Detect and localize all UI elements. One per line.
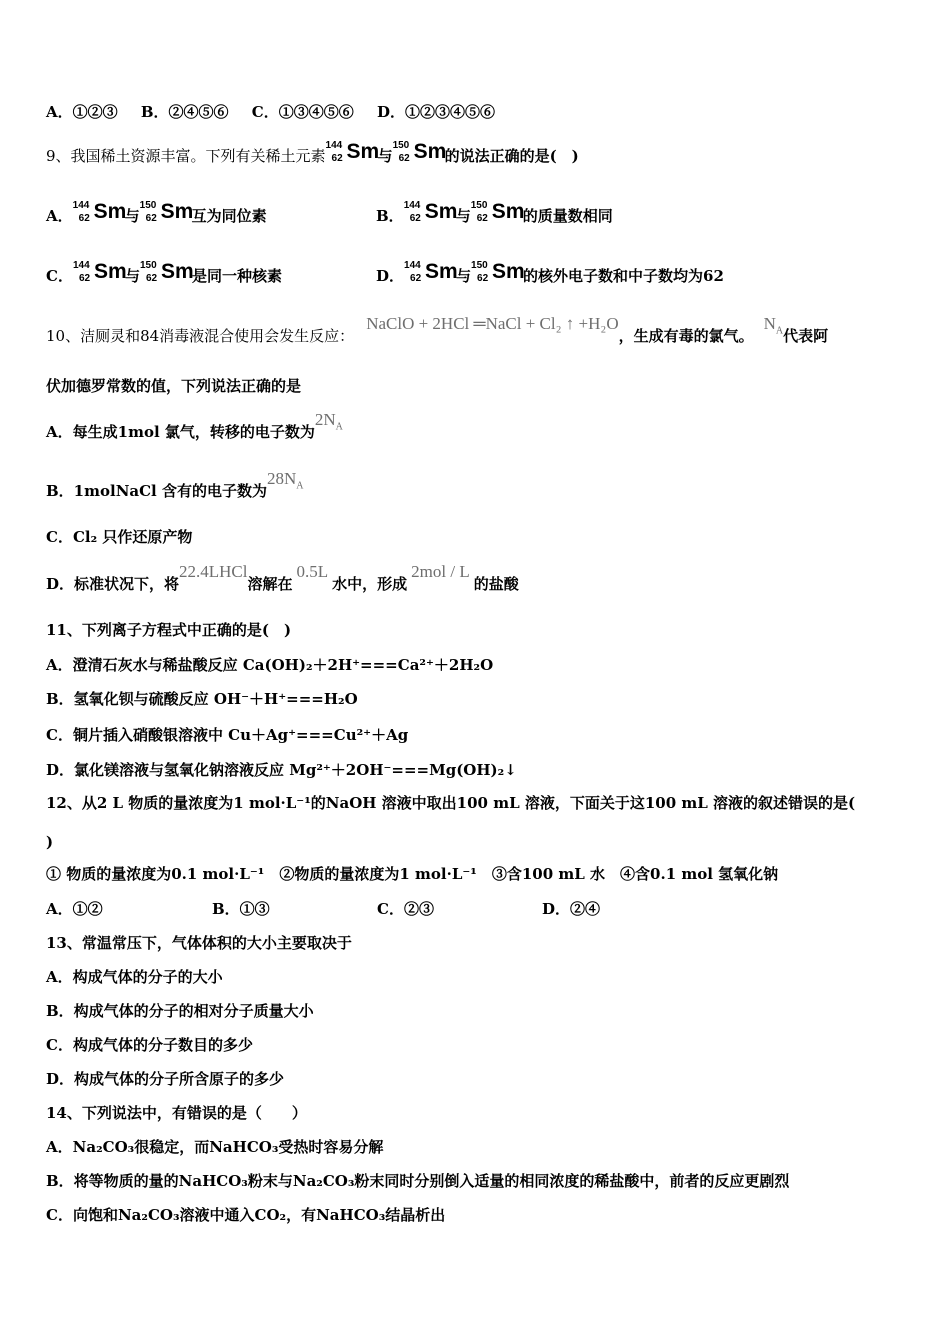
q9-and: 与 xyxy=(124,207,140,225)
q10-b-math xyxy=(266,469,304,492)
isotope-sm144: 144 62 Sm xyxy=(404,260,458,284)
q14-stem: 14、下列说法中，有错误的是（ ） xyxy=(46,1104,307,1122)
q9-and: 与 xyxy=(124,267,140,285)
isotope-sm150: 150 62 Sm xyxy=(139,200,194,224)
isotope-sm144: 144 62 Sm xyxy=(72,260,127,284)
isotope-sm150: 150 62 Sm xyxy=(470,200,525,224)
q9-option-a xyxy=(46,196,267,236)
q10-stem-line2: 伏加德罗常数的值，下列说法正确的是 xyxy=(46,377,302,395)
q10-d-water: 0.5L xyxy=(296,562,329,581)
isotope-sm150: 150 62 Sm xyxy=(471,260,525,284)
q9-c-text: 是同一种核素 xyxy=(191,267,282,285)
q10-a-text: A．每生成1mol 氯气，转移的电子数为 xyxy=(46,423,315,441)
q10-d-mid1: 溶解在 xyxy=(247,575,293,593)
q9-and: 与 xyxy=(455,207,471,225)
q12-option-d: D．②④ xyxy=(542,900,601,918)
q9-a-label: A． xyxy=(46,207,73,225)
q10-d-post: 的盐酸 xyxy=(473,575,519,593)
q14-option-c: C．向饱和Na₂CO₃溶液中通入CO₂，有NaHCO₃结晶析出 xyxy=(46,1206,446,1224)
q9-d-label: D． xyxy=(376,267,405,285)
q11-option-c: C．铜片插入硝酸银溶液中 Cu＋Ag⁺===Cu²⁺＋Ag xyxy=(46,726,409,744)
q10-d-conc: 2mol / L xyxy=(411,562,470,581)
avogadro-symbol xyxy=(763,314,784,337)
q9-and: 与 xyxy=(456,267,472,285)
q9-d-text: 的核外电子数和中子数均为62 xyxy=(523,267,724,285)
q8-option-c: C．①③④⑤⑥ xyxy=(251,103,354,121)
q12-option-c: C．②③ xyxy=(377,900,434,918)
q9-c-label: C． xyxy=(46,267,73,285)
q14-option-a: A．Na₂CO₃很稳定，而NaHCO₃受热时容易分解 xyxy=(46,1138,384,1156)
isotope-sm150: 150 62 Sm xyxy=(139,260,194,284)
q9-stem-text: 9、我国稀土资源丰富。下列有关稀土元素 xyxy=(46,147,326,165)
q11-option-b: B．氢氧化钡与硫酸反应 OH⁻＋H⁺===H₂O xyxy=(46,690,358,708)
isotope-sm144: 144 62 Sm xyxy=(72,200,127,224)
q10-stem-mid: ，生成有毒的氯气。 xyxy=(618,327,754,345)
isotope-sm144: 144 62 Sm xyxy=(325,140,380,164)
q10-d-volume: 22.4LHCl xyxy=(179,562,248,581)
q10-a-value: 2N xyxy=(314,410,336,429)
q10-equation: NaClO + 2HCl ═NaCl + Cl₂ ↑ +H₂O xyxy=(366,314,619,333)
q10-b-text: B．1molNaCl 含有的电子数为 xyxy=(46,482,267,500)
q9-option-d xyxy=(376,256,724,296)
q10-d-pre: D．标准状况下，将 xyxy=(46,575,180,593)
q9-stem-end: 的说法正确的是( ) xyxy=(444,147,579,165)
na-letter: N xyxy=(763,314,776,333)
q11-option-d: D．氯化镁溶液与氢氧化钠溶液反应 Mg²⁺＋2OH⁻===Mg(OH)₂↓ xyxy=(46,761,517,779)
q9-option-c xyxy=(46,256,282,296)
q13-option-b: B．构成气体的分子的相对分子质量大小 xyxy=(46,1002,314,1020)
q10-stem xyxy=(46,314,829,353)
q12-option-b: B．①③ xyxy=(212,900,270,918)
q8-option-d: D．①②③④⑤⑥ xyxy=(376,103,495,121)
q10-b-value: 28N xyxy=(266,469,297,488)
q11-option-a: A．澄清石灰水与稀盐酸反应 Ca(OH)₂＋2H⁺===Ca²⁺＋2H₂O xyxy=(46,656,494,674)
q13-option-d: D．构成气体的分子所含原子的多少 xyxy=(46,1070,285,1088)
q10-option-b xyxy=(46,469,304,508)
q8-option-a: A．①②③ xyxy=(46,103,118,121)
q8-options xyxy=(46,102,495,122)
q12-stem: 12、从2 L 物质的量浓度为1 mol·L⁻¹的NaOH 溶液中取出100 mL 溶液，下面关于这100 mL 溶液的叙述错误的是( xyxy=(46,794,856,812)
q9-and: 与 xyxy=(377,147,393,165)
q10-option-c: C．Cl₂ 只作还原产物 xyxy=(46,528,193,546)
q11-stem: 11、下列离子方程式中正确的是( ) xyxy=(46,621,292,639)
q10-option-a xyxy=(46,410,343,449)
na-sub: A xyxy=(335,421,343,433)
q13-stem: 13、常温常压下，气体体积的大小主要取决于 xyxy=(46,934,352,952)
q14-option-b: B．将等物质的量的NaHCO₃粉末与Na₂CO₃粉末同时分别倒入适量的相同浓度的稀盐酸中，前者的反应更剧烈 xyxy=(46,1172,790,1190)
q10-stem-text: 10、洁厕灵和84消毒液混合使用会发生反应： xyxy=(46,327,355,345)
q12-stem-line2: ) xyxy=(46,833,54,851)
q9-option-b xyxy=(376,196,613,236)
q10-a-math xyxy=(314,410,343,433)
q9-a-text: 互为同位素 xyxy=(191,207,267,225)
na-sub: A xyxy=(296,480,304,492)
isotope-sm150: 150 62 Sm xyxy=(392,140,447,164)
q13-option-a: A．构成气体的分子的大小 xyxy=(46,968,223,986)
isotope-sm144: 144 62 Sm xyxy=(403,200,458,224)
q12-statements: ① 物质的量浓度为0.1 mol·L⁻¹ ②物质的量浓度为1 mol·L⁻¹ ③含100 mL 水 ④含0.1 mol 氢氧化钠 xyxy=(46,865,779,883)
q9-b-label: B． xyxy=(376,207,404,225)
q9-b-text: 的质量数相同 xyxy=(522,207,613,225)
q9-stem xyxy=(46,136,579,176)
q13-option-c: C．构成气体的分子数目的多少 xyxy=(46,1036,253,1054)
na-sub: A xyxy=(775,325,784,337)
q12-option-a: A．①② xyxy=(46,900,103,918)
q8-option-b: B．②④⑤⑥ xyxy=(140,103,229,121)
q10-d-mid2: 水中，形成 xyxy=(332,575,408,593)
q10-stem-end: 代表阿 xyxy=(783,327,829,345)
q10-option-d xyxy=(46,562,519,594)
